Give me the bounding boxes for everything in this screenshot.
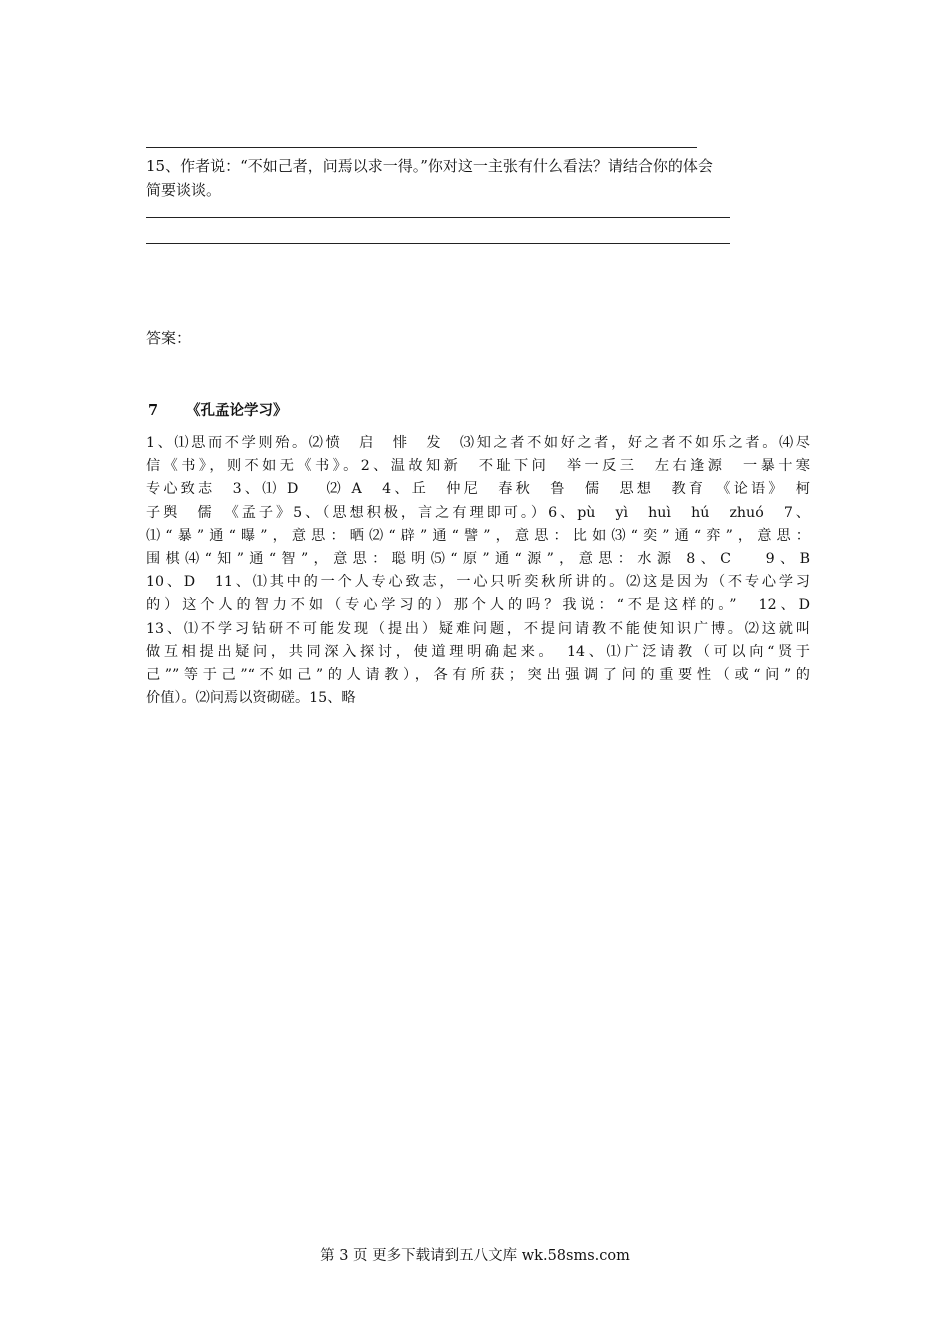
answer-line: 10、D 11、⑴其中的一个人专心致志，一心只听奕秋所讲的。⑵这是因为（不专心学习 — [146, 574, 810, 591]
answer-label: 答案： — [146, 329, 192, 347]
answer-line: ⑴“暴”通“曝”，意思：晒⑵“辟”通“譬”，意思：比如⑶“奕”通“弈”，意思： — [146, 527, 810, 544]
answer-blank-line — [146, 147, 697, 148]
question-15-line-2: 简要谈谈。 — [146, 181, 222, 199]
answer-line: 子舆 儒 《孟子》5、（思想积极，言之有理即可。）6、pù yì huì hú zhuó 7、 — [146, 504, 810, 521]
answer-key-text — [146, 432, 810, 710]
answer-line: 价值）。⑵问焉以资砌磋。15、略 — [146, 690, 356, 707]
answer-line: 的）这个人的智力不如（专心学习的）那个人的吗？我说：“不是这样的。” 12、D — [146, 597, 810, 614]
answer-line: 信《书》，则不如无《书》。2、温故知新 不耻下问 举一反三 左右逢源 一暴十寒 — [146, 458, 810, 475]
section-heading — [146, 401, 288, 421]
answer-line: 1、⑴思而不学则殆。⑵愤 启 悱 发 ⑶知之者不如好之者，好之者不如乐之者。⑷尽 — [146, 435, 810, 451]
section-title: 《孔孟论学习》 — [186, 402, 288, 419]
page-footer: 第 3 页 更多下载请到五八文库 wk.58sms.com — [320, 1248, 630, 1264]
answer-line: 己””等于己”“不如己”的人请教），各有所获；突出强调了问的重要性（或“问”的 — [146, 667, 810, 684]
answer-line: 专心致志 3、⑴ D ⑵ A 4、丘 仲尼 春秋 鲁 儒 思想 教育 《论语》 柯 — [146, 481, 810, 498]
question-15-line-1: 15、作者说：“不如己者，问焉以求一得。”你对这一主张有什么看法？请结合你的体会 — [146, 157, 713, 175]
answer-line: 围棋⑷“知”通“智”，意思：聪明⑸“原”通“源”，意思：水源 8、C 9、B — [146, 551, 810, 568]
answer-line: 13、⑴不学习钻研不可能发现（提出）疑难问题，不提问请教不能使知识广博。⑵这就叫 — [146, 620, 810, 637]
answer-line: 做互相提出疑问，共同深入探讨，使道理明确起来。 14、⑴广泛请教（可以向“贤于 — [146, 643, 810, 660]
answer-blank-line — [146, 217, 730, 218]
answer-blank-line — [146, 243, 730, 244]
section-number: 7 — [148, 402, 159, 419]
